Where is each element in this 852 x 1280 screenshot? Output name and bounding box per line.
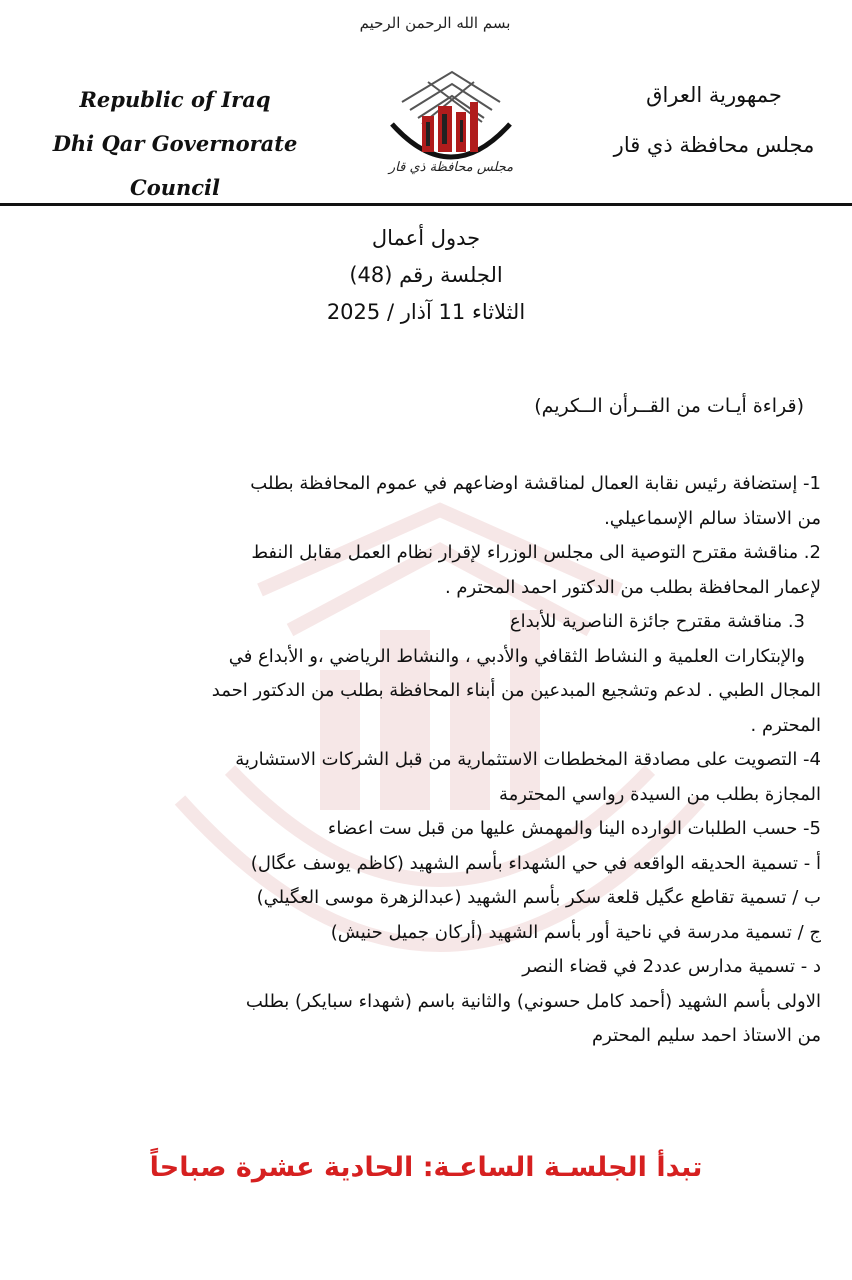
session-date: الثلاثاء 11 آذار / 2025 [326, 300, 526, 324]
agenda-line: لإعمار المحافظة بطلب من الدكتور احمد المحترم . [444, 576, 821, 598]
agenda-line: والإبتكارات العلمية و النشاط الثقافي والأدبي ، والنشاط الرياضي ،و الأبداع في [228, 645, 805, 667]
agenda-list [86, 467, 821, 1054]
agenda-line: أ - تسمية الحديقه الواقعه في حي الشهداء بأسم الشهيد (كاظم يوسف عگال) [250, 852, 821, 874]
arabic-header [584, 70, 844, 170]
basmala: بسم الله الرحمن الرحيم [359, 14, 511, 32]
agenda-title: جدول أعمال [371, 226, 481, 250]
english-council: Dhi Qar Governorate Council [52, 131, 298, 200]
agenda-line: من الاستاذ سالم الإسماعيلي. [604, 507, 821, 529]
session-number: الجلسة رقم (48) [349, 263, 503, 287]
agenda-line: 3. مناقشة مقترح جائزة الناصرية للأبداع [509, 611, 805, 632]
session-start-time: تبدأ الجلسـة الساعـة: الحادية عشرة صباحاً [149, 1152, 703, 1183]
agenda-line: د - تسمية مدارس عدد2 في قضاء النصر [522, 956, 821, 977]
agenda-line: 5- حسب الطلبات الوارده الينا والمهمش عليها من قبل ست اعضاء [327, 818, 821, 839]
arabic-council: مجلس محافظة ذي قار [613, 133, 815, 157]
arabic-country: جمهورية العراق [646, 83, 782, 107]
session-titles [0, 220, 852, 331]
header-divider [0, 203, 852, 206]
agenda-line: 2. مناقشة مقترح التوصية الى مجلس الوزراء لإقرار نظام العمل مقابل النفط [251, 542, 821, 563]
agenda-line: المجازة بطلب من السيدة رواسي المحترمة [499, 783, 821, 805]
agenda-line: من الاستاذ احمد سليم المحترم [592, 1025, 821, 1046]
logo-caption: مجلس محافظة ذي قار [388, 160, 514, 175]
agenda-line: الاولى بأسم الشهيد (أحمد كامل حسوني) والثانية باسم (شهداء سبايكر) بطلب [245, 990, 821, 1012]
agenda-line: المحترم . [750, 714, 821, 736]
english-country: Republic of Iraq [79, 87, 271, 112]
agenda-line: 1- إستضافة رئيس نقابة العمال لمناقشة اوضاعهم في عموم المحافظة بطلب [250, 473, 821, 494]
agenda-line: المجال الطبي . لدعم وتشجيع المبدعين من أبناء المحافظة بطلب من الدكتور احمد [211, 680, 821, 701]
agenda-line: 4- التصويت على مصادقة المخططات الاستثمارية من قبل الشركات الاستشارية [235, 749, 821, 770]
english-header [10, 78, 340, 210]
agenda-line: ب / تسمية تقاطع عگيل قلعة سكر بأسم الشهيد (عبدالزهرة موسى العگيلي) [256, 887, 821, 908]
quran-opening: (قراءة أيـات من القــرأن الــكريم) [534, 395, 804, 417]
agenda-line: ج / تسمية مدرسة في ناحية أور بأسم الشهيد (أركان جميل حنيش) [330, 921, 821, 943]
